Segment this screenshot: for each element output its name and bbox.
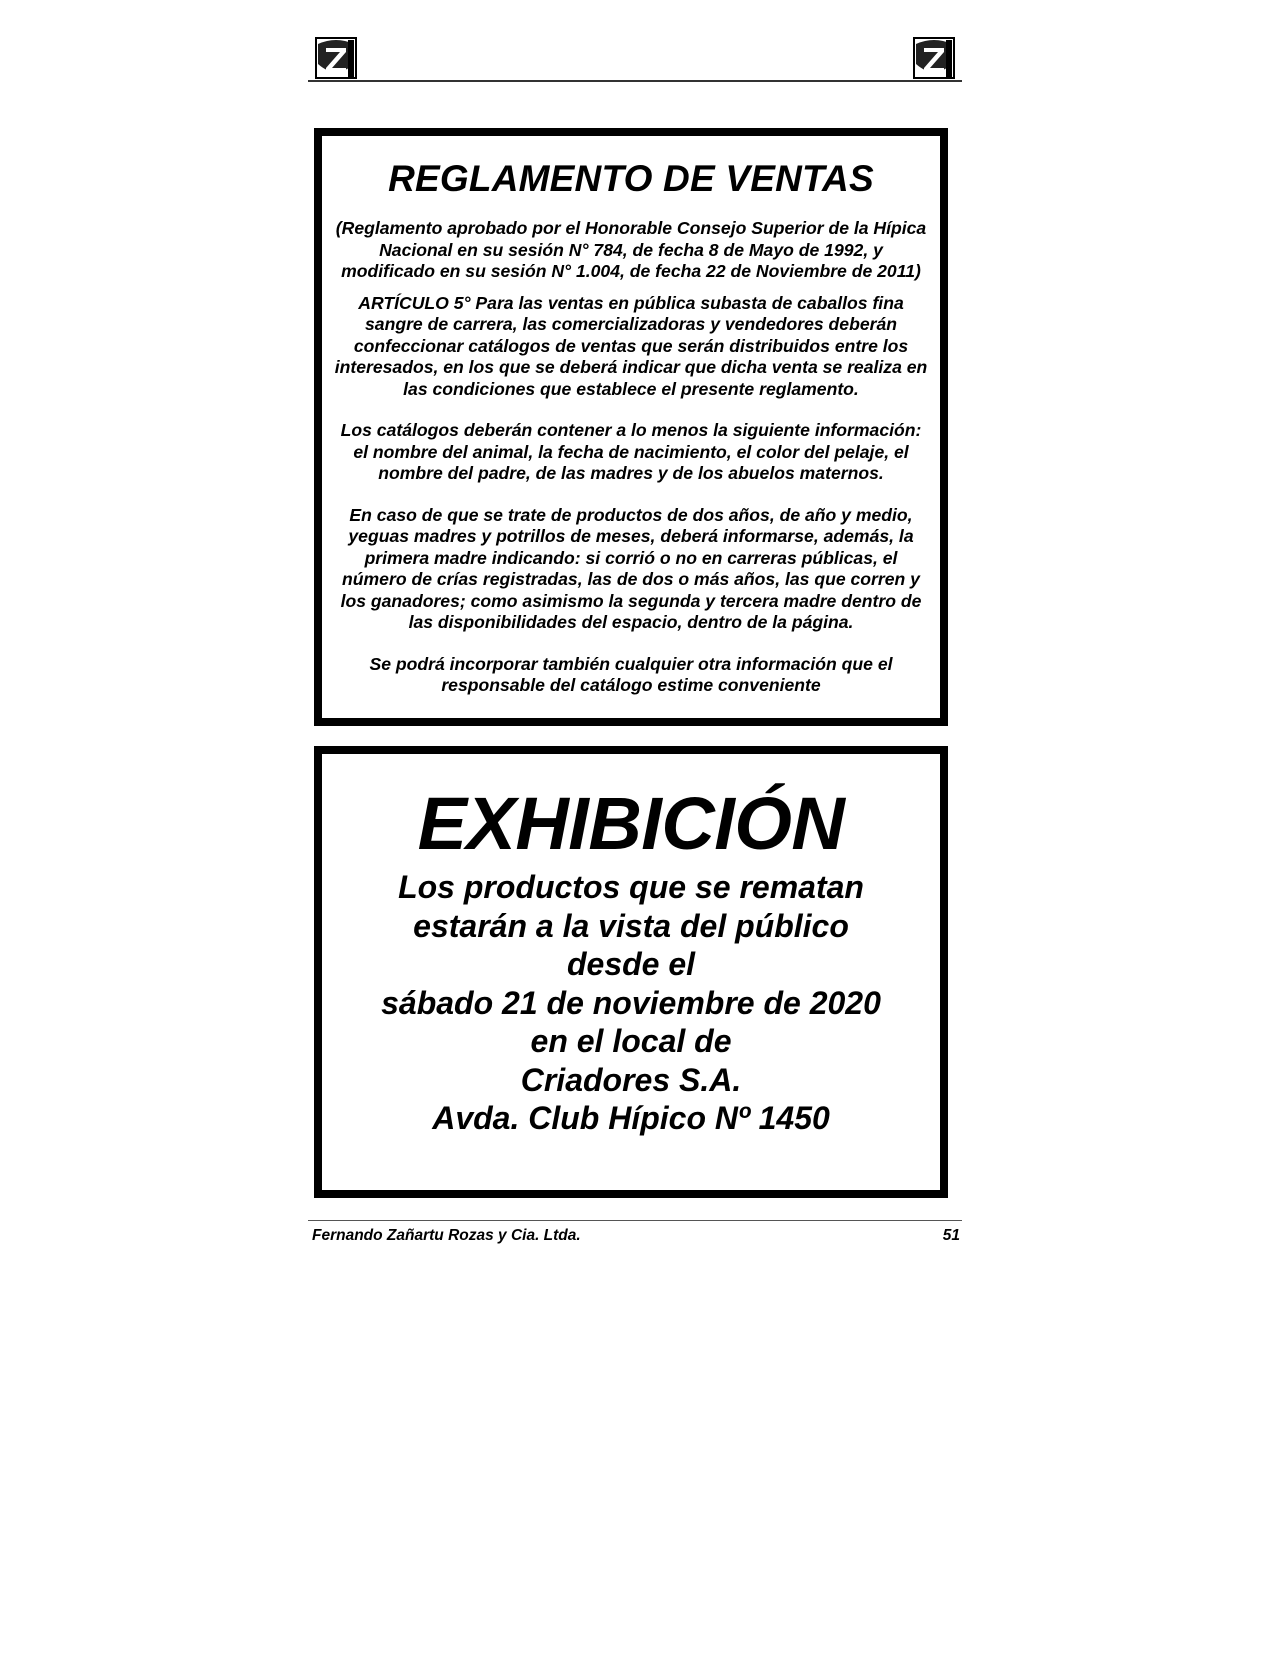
page-number: 51 [942,1227,960,1244]
exhibicion-line: sábado 21 de noviembre de 2020 [381,984,881,1021]
reglamento-paragraph: ARTÍCULO 5° Para las ventas en pública subasta de caballos fina sangre de carrera, las comercializadoras y vendedores deberán confeccionar catálogos de ventas que serán distribuidos entre los interesados, en los que se deberá indicar que dicha venta se realiza en las condiciones que establece el presente reglamento. [334,292,928,399]
reglamento-subtitle: (Reglamento aprobado por el Honorable Consejo Superior de la Hípica Nacional en su sesión N° 784, de fecha 8 de Mayo de 1992, y modificado en su sesión N° 1.004, de fecha 22 de Noviembre de 2011) [335,218,927,281]
reglamento-title: REGLAMENTO DE VENTAS [388,158,874,199]
zanartu-logo-right-icon [910,34,958,82]
reglamento-box [314,128,948,726]
exhibicion-title: EXHIBICIÓN [417,782,845,865]
exhibicion-line: Avda. Club Hípico Nº 1450 [432,1100,830,1136]
footer-company: Fernando Zañartu Rozas y Cia. Ltda. [312,1227,581,1244]
exhibicion-box [314,746,948,1198]
exhibicion-line: Los productos que se rematan [398,869,864,905]
exhibicion-line: Criadores S.A. [520,1061,742,1098]
reglamento-paragraph: En caso de que se trate de productos de dos años, de año y medio, yeguas madres y potrillos de meses, deberá informarse, además, la primera madre indicando: si corrió o no en carreras públicas, el número de crías registradas, las de dos o más años, las que corren y los ganadores; como asimismo la segunda y tercera madre dentro de las disponibilidades del espacio, dentro de la página. [340,504,922,632]
header-rule [308,80,962,82]
reglamento-paragraph: Se podrá incorporar también cualquier otra información que el responsable del catálogo estime conveniente [369,653,893,695]
exhibicion-line: en el local de [530,1023,732,1059]
exhibicion-line: estarán a la vista del público [413,907,849,944]
exhibicion-line: desde el [566,946,696,982]
reglamento-paragraph: Los catálogos deberán contener a lo menos la siguiente información: el nombre del animal, la fecha de nacimiento, el color del pelaje, el nombre del padre, de las madres y de los abuelos maternos. [340,420,922,483]
footer-rule [308,1220,962,1221]
zanartu-logo-left-icon [312,34,360,82]
